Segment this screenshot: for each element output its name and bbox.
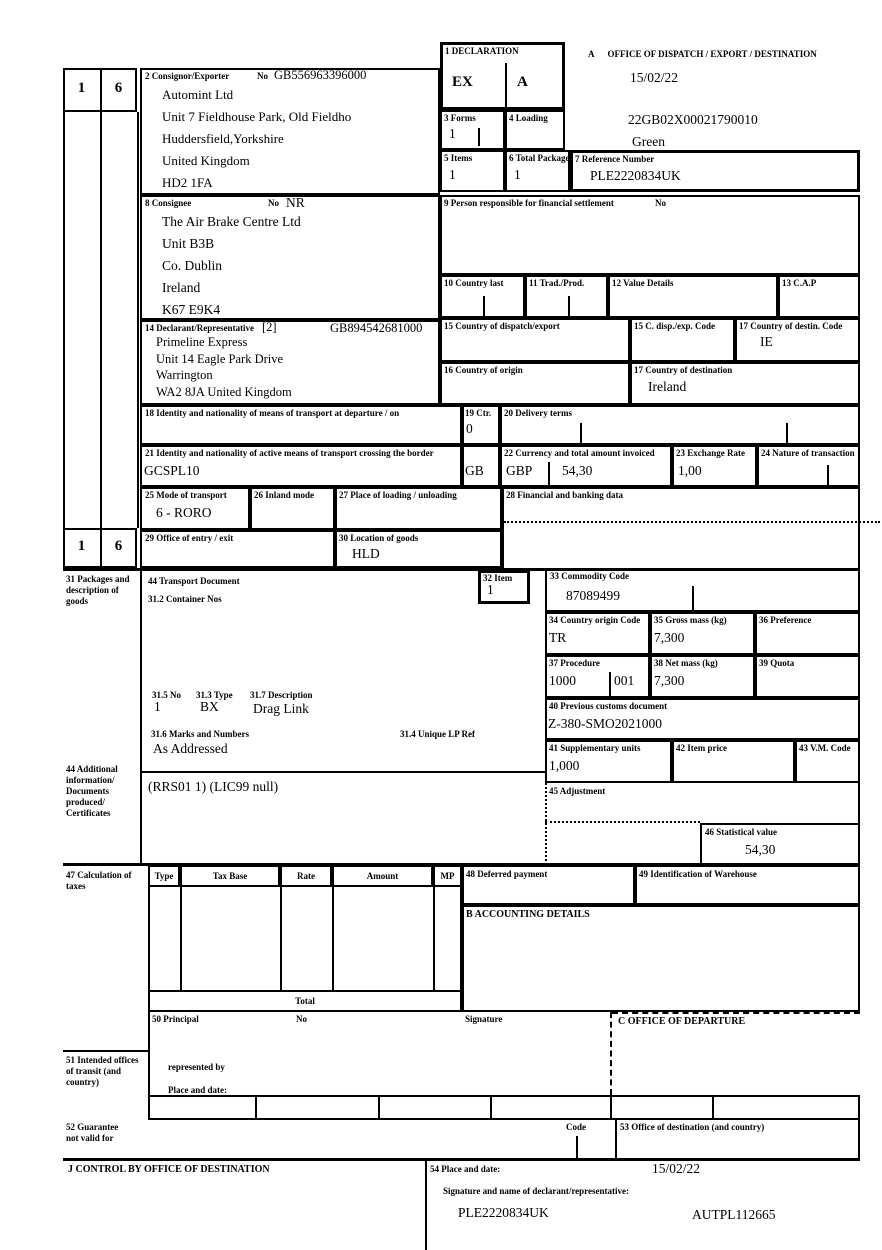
- box-3-value: 1: [449, 126, 456, 141]
- box-44-top-line: [140, 771, 545, 773]
- box-17-value: Ireland: [648, 379, 687, 394]
- box-53-right-line: [858, 1118, 860, 1160]
- box-31-side-label: 31 Packages and description of goods: [66, 574, 130, 606]
- transit-cell-divider: [858, 1095, 860, 1118]
- box-54-reference: PLE2220834UK: [458, 1205, 549, 1220]
- box-54-authorisation: AUTPL112665: [692, 1207, 776, 1222]
- box-31-4-label: 31.4 Unique LP Ref: [400, 729, 476, 739]
- transit-row-bottom: [148, 1118, 860, 1120]
- transit-cell-divider: [712, 1095, 714, 1118]
- box-14-code: [2]: [262, 320, 277, 334]
- box-37-divider: [609, 672, 611, 698]
- box-13-label: 13 C.A.P: [782, 278, 817, 288]
- box-44doc-label: 44 Transport Document: [148, 576, 240, 586]
- tick-divider: [576, 1136, 578, 1158]
- declarant-line: Primeline Express: [156, 335, 248, 349]
- box-26-label: 26 Inland mode: [254, 490, 315, 500]
- consignee-line: The Air Brake Centre Ltd: [162, 214, 301, 229]
- office-a-routing: Green: [632, 134, 665, 149]
- box-45-dotted-bottom: [545, 821, 700, 823]
- box-9-label: 9 Person responsible for financial settlement: [444, 198, 614, 208]
- box-50-signature-label: Signature: [465, 1014, 503, 1024]
- box-53-left-line: [615, 1118, 617, 1160]
- box-22-amount: 54,30: [562, 463, 593, 478]
- box-1-divider: [505, 63, 507, 110]
- consignor-address: [162, 84, 351, 194]
- box-34-value: TR: [549, 630, 567, 645]
- box-49-label: 49 Identification of Warehouse: [639, 869, 757, 879]
- tax-total-row: Total: [148, 990, 462, 1012]
- box-24-label: 24 Nature of transaction: [761, 448, 855, 458]
- box-33-label: 33 Commodity Code: [550, 571, 629, 581]
- tax-col-line: [280, 887, 282, 990]
- box-19-value: 0: [466, 421, 473, 436]
- box-41-label: 41 Supplementary units: [549, 743, 641, 753]
- box-31-5-value: 1: [154, 699, 161, 714]
- item-box-left-line: [140, 568, 142, 865]
- box-31-7-value: Drag Link: [253, 701, 309, 716]
- box-48-label: 48 Deferred payment: [466, 869, 548, 879]
- tick-divider: [827, 465, 829, 485]
- section-j-top-line: [63, 1158, 860, 1161]
- declaration-subtype: A: [517, 74, 528, 90]
- tax-header-taxbase: Tax Base: [180, 865, 280, 887]
- section-j-label: J CONTROL BY OFFICE OF DESTINATION: [68, 1164, 270, 1175]
- box-54-date: 15/02/22: [652, 1161, 701, 1176]
- box-34-label: 34 Country origin Code: [549, 615, 641, 625]
- box-52-side-label: 52 Guarantee not valid for: [66, 1122, 119, 1143]
- consignee-line: Unit B3B: [162, 236, 215, 251]
- box-44-value: (RRS01 1) (LIC99 null): [148, 779, 279, 794]
- box-15b-label: 15 C. disp./exp. Code: [634, 321, 716, 331]
- box-30-label: 30 Location of goods: [339, 533, 419, 543]
- box-1-label: 1 DECLARATION: [445, 46, 519, 56]
- box-50-top-line: [148, 1010, 610, 1012]
- consignor-line: Unit 7 Fieldhouse Park, Old Fieldho: [162, 109, 352, 124]
- box-18-label: 18 Identity and nationality of means of transport at departure / on: [145, 408, 400, 418]
- box-31-5-label: 31.5 No: [152, 690, 181, 700]
- tax-col-line: [180, 887, 182, 990]
- declarant-line: Warrington: [156, 368, 213, 382]
- box-45-dotted-left: [545, 783, 547, 865]
- box-30-value: HLD: [352, 546, 380, 561]
- consignor-line: Huddersfield,Yorkshire: [162, 131, 284, 146]
- box-46-value: 54,30: [745, 842, 776, 857]
- box-12-label: 12 Value Details: [612, 278, 674, 288]
- section-b-accounting: [462, 905, 860, 1012]
- box-31-3-label: 31.3 Type: [196, 690, 233, 700]
- box-50-left-line: [148, 1010, 150, 1118]
- declaration-type: EX: [452, 74, 473, 90]
- box-2-label: 2 Consignor/Exporter: [145, 71, 230, 81]
- box-21-nationality-value: GB: [465, 463, 484, 478]
- tax-col-line: [332, 887, 334, 990]
- office-a-mrn: 22GB02X00021790010: [628, 112, 758, 127]
- box-31-2-label: 31.2 Container Nos: [148, 594, 222, 604]
- box-54-left-line: [425, 1158, 427, 1250]
- box-42-label: 42 Item price: [676, 743, 727, 753]
- box-32-value: 1: [487, 582, 494, 597]
- consignor-line: HD2 1FA: [162, 175, 213, 190]
- box-53-label: 53 Office of destination (and country): [620, 1122, 765, 1132]
- box-5-label: 5 Items: [444, 153, 473, 163]
- box-22-label: 22 Currency and total amount invoiced: [504, 448, 655, 458]
- box-29-label: 29 Office of entry / exit: [145, 533, 234, 543]
- section-c-dashed-left: [610, 1012, 612, 1095]
- box-28-dotted-line: [504, 521, 880, 523]
- tax-header-type: Type: [148, 865, 180, 887]
- box-5-value: 1: [449, 167, 456, 182]
- box-2-eori: GB556963396000: [274, 68, 367, 82]
- tick-divider: [483, 296, 485, 316]
- tax-header-amount: Amount: [332, 865, 433, 887]
- tick-divider: [478, 128, 480, 146]
- box-37-label: 37 Procedure: [549, 658, 600, 668]
- copy-number-6-bottom: 6: [114, 538, 123, 554]
- box-31-3-value: BX: [200, 699, 219, 714]
- box-31-6-value: As Addressed: [153, 741, 228, 756]
- box-25-value: 6 - RORO: [156, 505, 212, 520]
- transit-cell-divider: [610, 1095, 612, 1118]
- box-22-currency: GBP: [506, 463, 533, 478]
- box-23-label: 23 Exchange Rate: [676, 448, 745, 458]
- copy-number-1-top: 1: [77, 80, 86, 96]
- box-8-no-label: No: [268, 198, 279, 208]
- box-21-value: GCSPL10: [144, 463, 200, 478]
- box-46-label: 46 Statistical value: [705, 827, 777, 837]
- box-50-label: 50 Principal: [152, 1014, 199, 1024]
- left-column-line-3: [137, 112, 139, 528]
- box-37-value2: 001: [614, 673, 635, 688]
- declarant-line: WA2 8JA United Kingdom: [156, 384, 292, 399]
- box-6-value: 1: [514, 167, 521, 182]
- box-21-label: 21 Identity and nationality of active means of transport crossing the border: [145, 448, 434, 458]
- copy-number-6-top: 6: [114, 80, 123, 96]
- office-a-date: 15/02/22: [630, 70, 679, 85]
- box-54-label: 54 Place and date:: [430, 1164, 501, 1174]
- left-column-line-2: [100, 112, 102, 528]
- box-43-label: 43 V.M. Code: [799, 743, 851, 753]
- tick-divider: [580, 423, 582, 443]
- box-6-label: 6 Total Packages: [509, 153, 574, 163]
- box-40-value: Z-380-SMO2021000: [548, 716, 662, 731]
- box-15-label: 15 Country of dispatch/export: [444, 321, 560, 331]
- box-37-value1: 1000: [549, 673, 576, 688]
- box-14-eori: GB894542681000: [330, 321, 423, 335]
- box-33-value: 87089499: [566, 588, 620, 603]
- box-32-label: 32 Item: [483, 573, 513, 583]
- box-51-side-label: 51 Intended offices of transit (and country): [66, 1055, 139, 1087]
- consignee-line: Ireland: [162, 280, 201, 295]
- transit-cell-divider: [255, 1095, 257, 1118]
- box-9-no-label: No: [655, 198, 666, 208]
- consignee-address: [162, 211, 301, 321]
- consignee-line: Co. Dublin: [162, 258, 223, 273]
- declarant-line: Unit 14 Eagle Park Drive: [156, 351, 284, 366]
- tax-col-line: [148, 887, 150, 990]
- box-28-label: 28 Financial and banking data: [506, 490, 624, 500]
- tick-divider: [786, 423, 788, 443]
- tax-col-line: [433, 887, 435, 990]
- box-36-label: 36 Preference: [759, 615, 812, 625]
- box-8-label: 8 Consignee: [145, 198, 192, 208]
- box-20-label: 20 Delivery terms: [504, 408, 572, 418]
- box-7-label: 7 Reference Number: [575, 154, 655, 164]
- box-40-label: 40 Previous customs document: [549, 701, 668, 711]
- consignor-line: United Kingdom: [162, 153, 250, 168]
- box-31-6-label: 31.6 Marks and Numbers: [151, 729, 250, 739]
- box-2-no-label: No: [257, 71, 268, 81]
- box-39-label: 39 Quota: [759, 658, 795, 668]
- consignor-line: Automint Ltd: [162, 87, 234, 102]
- box-16-label: 16 Country of origin: [444, 365, 523, 375]
- box-38-value: 7,300: [654, 673, 685, 688]
- box-47-side-label: 47 Calculation of taxes: [66, 870, 132, 891]
- box-50-place-date: Place and date:: [168, 1085, 227, 1095]
- section-b-label: B ACCOUNTING DETAILS: [466, 909, 590, 920]
- box-17a-value: IE: [760, 334, 773, 349]
- box-54-signature-label: Signature and name of declarant/representative:: [443, 1186, 629, 1196]
- box-35-label: 35 Gross mass (kg): [654, 615, 727, 625]
- tick-divider: [568, 296, 570, 316]
- tick-divider: [692, 586, 694, 612]
- box-41-value: 1,000: [549, 758, 580, 773]
- box-17-label: 17 Country of destination: [634, 365, 733, 375]
- box-52-code-label: Code: [566, 1122, 586, 1132]
- box-19-label: 19 Ctr.: [465, 408, 492, 418]
- box-11-label: 11 Trad./Prod.: [529, 278, 585, 288]
- copy-number-1-bottom: 1: [77, 538, 86, 554]
- box-22-divider: [548, 462, 550, 487]
- box-4-label: 4 Loading: [509, 113, 548, 123]
- box-50-represented-by: represented by: [168, 1062, 225, 1072]
- box-27-label: 27 Place of loading / unloading: [339, 490, 457, 500]
- box-44-side-label: 44 Additional information/ Documents produced/ Certificates: [66, 764, 118, 818]
- section-c-label: C OFFICE OF DEPARTURE: [618, 1016, 746, 1027]
- box-14-label: 14 Declarant/Representative: [145, 323, 255, 333]
- box-7-value: PLE2220834UK: [590, 168, 681, 183]
- box-38-label: 38 Net mass (kg): [654, 658, 718, 668]
- left-column-line-1: [63, 112, 65, 528]
- box-25-label: 25 Mode of transport: [145, 490, 227, 500]
- transit-cell-divider: [490, 1095, 492, 1118]
- box-51-top-line: [63, 1050, 148, 1052]
- declarant-address: [156, 334, 292, 400]
- box-23-value: 1,00: [678, 463, 702, 478]
- office-a-label: A OFFICE OF DISPATCH / EXPORT / DESTINATION: [588, 49, 817, 59]
- box-31-7-label: 31.7 Description: [250, 690, 313, 700]
- tax-header-mp: MP: [433, 865, 462, 887]
- box-8-eori: NR: [286, 195, 305, 210]
- section-c-dashed-top: [612, 1012, 860, 1014]
- box-17a-label: 17 Country of destin. Code: [739, 321, 843, 331]
- box-45-label: 45 Adjustment: [549, 786, 606, 796]
- box-35-value: 7,300: [654, 630, 685, 645]
- box-50-no-label: No: [296, 1014, 307, 1024]
- box-10-label: 10 Country last: [444, 278, 504, 288]
- box-3-label: 3 Forms: [444, 113, 476, 123]
- transit-cell-divider: [378, 1095, 380, 1118]
- tax-header-rate: Rate: [280, 865, 332, 887]
- consignee-line: K67 E9K4: [162, 302, 221, 317]
